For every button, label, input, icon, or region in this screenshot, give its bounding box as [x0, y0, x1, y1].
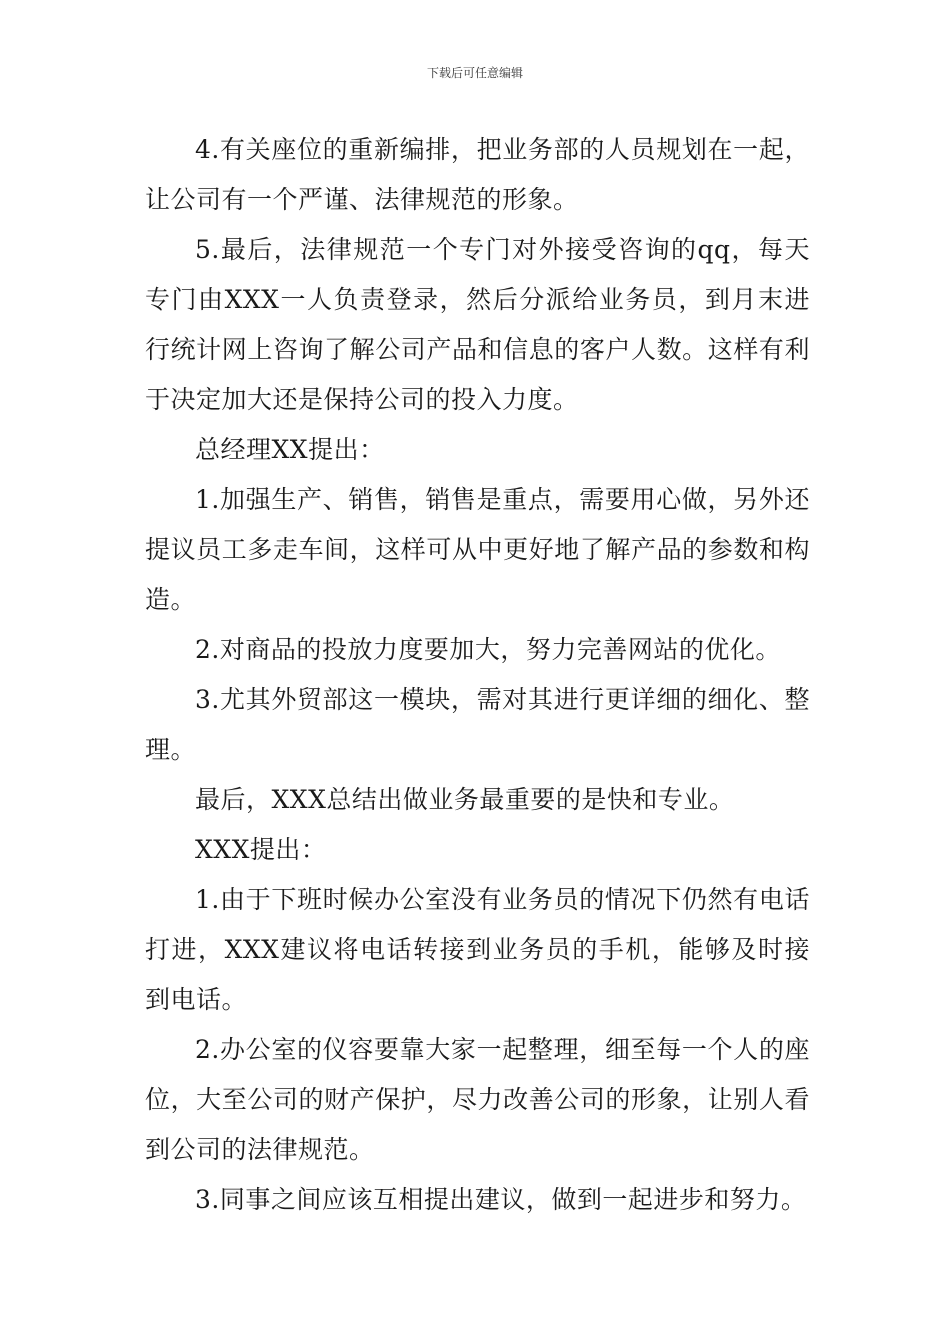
- paragraph-gm-heading: 总经理XX提出：: [195, 435, 385, 464]
- paragraph-xxx-point-3: 3.同事之间应该互相提出建议，做到一起进步和努力。: [195, 1185, 807, 1214]
- page-header: 下载后可任意编辑: [426, 66, 523, 80]
- paragraph-xxx-point-2: 2.办公室的仪容要靠大家一起整理，细至每一个人的座位，大至公司的财产保护，尽力改善公司的形象，让别人看到公司的法律规范。: [145, 1035, 810, 1164]
- paragraph-gm-point-1: 1.加强生产、销售，销售是重点，需要用心做，另外还提议员工多走车间，这样可从中更好地了解产品的参数和构造。: [145, 485, 810, 614]
- paragraph-qq-consult: 5.最后，法律规范一个专门对外接受咨询的qq，每天专门由XXX一人负责登录，然后分派给业务员，到月末进行统计网上咨询了解公司产品和信息的客户人数。这样有利于决定加大还是保持公司的投入力度。: [145, 235, 810, 414]
- paragraph-gm-point-2: 2.对商品的投放力度要加大，努力完善网站的优化。: [195, 635, 781, 664]
- document-body: [145, 125, 810, 1225]
- paragraph-seating: 4.有关座位的重新编排，把业务部的人员规划在一起，让公司有一个严谨、法律规范的形象。: [145, 135, 810, 214]
- paragraph-gm-point-3: 3.尤其外贸部这一模块，需对其进行更详细的细化、整理。: [145, 685, 810, 764]
- paragraph-summary: 最后，XXX总结出做业务最重要的是快和专业。: [195, 785, 735, 814]
- paragraph-xxx-heading: XXX提出：: [195, 835, 327, 864]
- paragraph-xxx-point-1: 1.由于下班时候办公室没有业务员的情况下仍然有电话打进，XXX建议将电话转接到业务员的手机，能够及时接到电话。: [145, 885, 810, 1014]
